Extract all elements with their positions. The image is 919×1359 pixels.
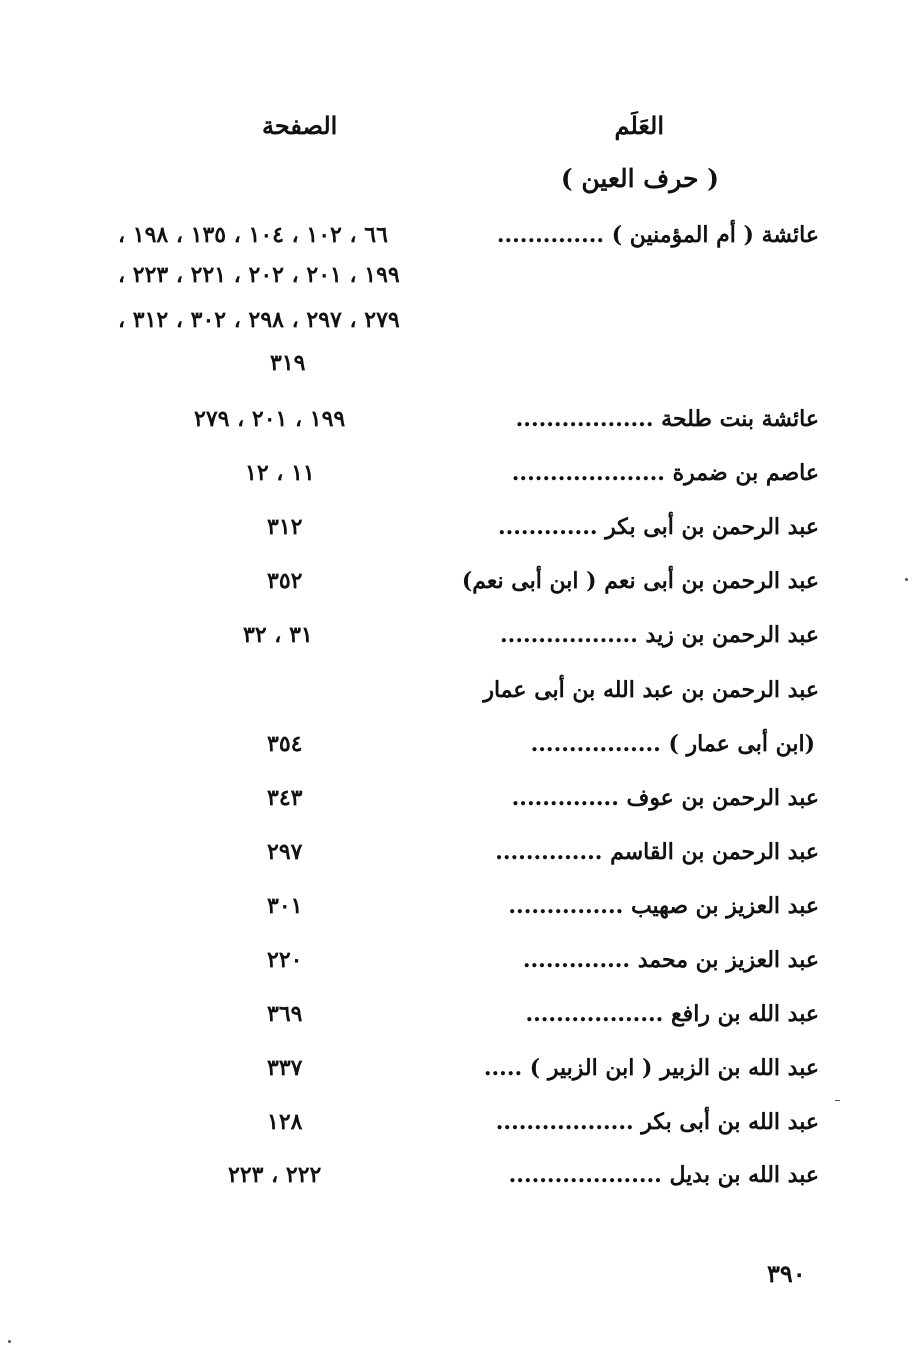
index-entry-name: عبد الرحمن بن عبد الله بن أبى عمار	[483, 677, 819, 703]
index-entry-name: عبد العزيز بن صهيب ...............	[508, 893, 819, 919]
section-title: ( حرف العين )	[560, 164, 719, 193]
page-column-header: الصفحة	[262, 111, 338, 140]
index-entry-pages: ٣٠١	[267, 893, 303, 919]
index-entry-name: عبد الرحمن بن زيد ..................	[500, 622, 819, 648]
index-entry-name: عائشة بنت طلحة ..................	[515, 406, 819, 432]
index-entry-pages: ٣١٢	[267, 514, 303, 540]
index-entry-name: عبد العزيز بن محمد ..............	[522, 947, 819, 973]
scan-speck	[905, 578, 908, 581]
index-entry-name: عاصم بن ضمرة ....................	[511, 460, 819, 486]
index-entry-name: عبد الله بن أبى بكر ..................	[495, 1109, 819, 1135]
index-entry-pages: ٣١ ، ٣٢	[243, 622, 313, 648]
index-entry-name: عائشة ( أم المؤمنين ) ..............	[496, 222, 819, 248]
page-number: ٣٩٠	[767, 1259, 806, 1288]
index-entry-pages: ٦٦ ، ١٠٢ ، ١٠٤ ، ١٣٥ ، ١٩٨ ،	[118, 222, 388, 248]
index-entry-pages: ٣٣٧	[267, 1055, 303, 1081]
index-entry-name: عبد الله بن رافع ..................	[525, 1001, 819, 1027]
index-entry-pages: ١٢٨	[267, 1109, 303, 1135]
index-entry-pages: ٣١٩	[270, 350, 306, 376]
index-entry-pages: ٢٢٠	[267, 947, 303, 973]
index-entry-pages: ٣٥٢	[267, 568, 303, 594]
scan-speck	[835, 1100, 840, 1101]
index-entry-name: (ابن أبى عمار ) .................	[530, 731, 815, 757]
index-entry-name: عبد الله بن بديل ....................	[508, 1162, 819, 1188]
index-entry-name: عبد الرحمن بن أبى بكر .............	[497, 514, 819, 540]
index-entry-pages: ٢٩٧	[267, 839, 303, 865]
index-entry-pages: ٢٢٢ ، ٢٢٣	[228, 1162, 322, 1188]
index-entry-pages: ١٩٩ ، ٢٠١ ، ٢٠٢ ، ٢٢١ ، ٢٢٣ ،	[118, 262, 400, 288]
index-entry-pages: ٣٤٣	[267, 785, 303, 811]
scan-speck	[8, 1340, 11, 1343]
index-entry-pages: ٢٧٩ ، ٢٩٧ ، ٢٩٨ ، ٣٠٢ ، ٣١٢ ،	[118, 307, 400, 333]
index-entry-pages: ٣٥٤	[267, 731, 303, 757]
index-entry-name: عبد الله بن الزبير ( ابن الزبير ) .....	[483, 1055, 819, 1081]
name-column-header: العَلَم	[614, 111, 664, 140]
index-entry-name: عبد الرحمن بن عوف ..............	[511, 785, 819, 811]
index-entry-pages: ١٩٩ ، ٢٠١ ، ٢٧٩	[194, 406, 346, 432]
index-entry-pages: ١١ ، ١٢	[245, 460, 315, 486]
index-entry-pages: ٣٦٩	[267, 1001, 303, 1027]
index-entry-name: عبد الرحمن بن أبى نعم ( ابن أبى نعم)	[461, 568, 819, 594]
index-entry-name: عبد الرحمن بن القاسم ..............	[495, 839, 819, 865]
